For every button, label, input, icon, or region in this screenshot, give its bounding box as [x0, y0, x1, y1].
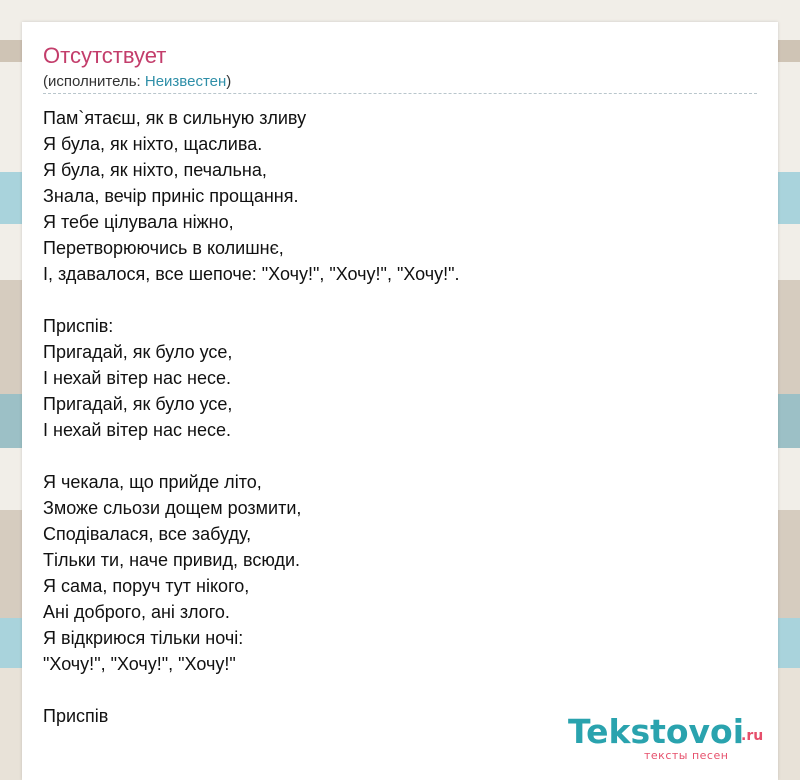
lyrics-line: Я була, як ніхто, печальна, — [43, 160, 267, 180]
lyrics-line: Пам`ятаєш, як в сильную зливу — [43, 108, 307, 128]
artist-link[interactable]: Неизвестен — [144, 73, 227, 90]
lyrics-line: Я була, як ніхто, щаслива. — [43, 134, 263, 154]
lyrics-line: І нехай вітер нас несе. — [43, 368, 231, 388]
lyrics-line: Ані доброго, ані злого. — [43, 602, 230, 622]
lyrics-blank-line — [43, 677, 757, 703]
artist-line — [43, 73, 231, 90]
lyrics-line: Тільки ти, наче привид, всюди. — [43, 550, 301, 570]
lyrics-line: Сподівалася, все забуду, — [43, 524, 252, 544]
lyrics-text — [43, 105, 757, 729]
lyrics-line: Я тебе цілувала ніжно, — [43, 212, 234, 232]
logo-wordmark: Tekstovoi — [568, 712, 745, 751]
lyrics-blank-line — [43, 443, 757, 469]
logo-tagline: тексты песен — [644, 749, 729, 762]
lyrics-line: Я чекала, що прийде літо, — [43, 472, 262, 492]
lyrics-card — [22, 22, 778, 780]
lyrics-line: Пригадай, як було усе, — [43, 342, 233, 362]
lyrics-line: Знала, вечір приніс прощання. — [43, 186, 299, 206]
lyrics-line: Пригадай, як було усе, — [43, 394, 233, 414]
lyrics-line: Я сама, поруч тут нікого, — [43, 576, 250, 596]
lyrics-line: І, здавалося, все шепоче: "Хочу!", "Хочу!", "Хочу!". — [43, 264, 460, 284]
lyrics-line: Перетворюючись в колишнє, — [43, 238, 284, 258]
lyrics-line: І нехай вітер нас несе. — [43, 420, 231, 440]
logo-tld: .ru — [741, 728, 764, 744]
tekstovoi-logo[interactable] — [568, 712, 778, 762]
artist-suffix: ) — [226, 73, 232, 90]
lyrics-line: "Хочу!", "Хочу!", "Хочу!" — [43, 654, 236, 674]
lyrics-blank-line — [43, 287, 757, 313]
lyrics-line: Я відкриюся тільки ночі: — [43, 628, 244, 648]
dashed-divider — [43, 93, 757, 94]
artist-prefix: (исполнитель: — [43, 73, 145, 90]
lyrics-line: Приспів — [43, 706, 109, 726]
song-title: Отсутствует — [43, 43, 167, 68]
lyrics-line: Зможе сльози дощем розмити, — [43, 498, 302, 518]
lyrics-line: Приспів: — [43, 316, 114, 336]
